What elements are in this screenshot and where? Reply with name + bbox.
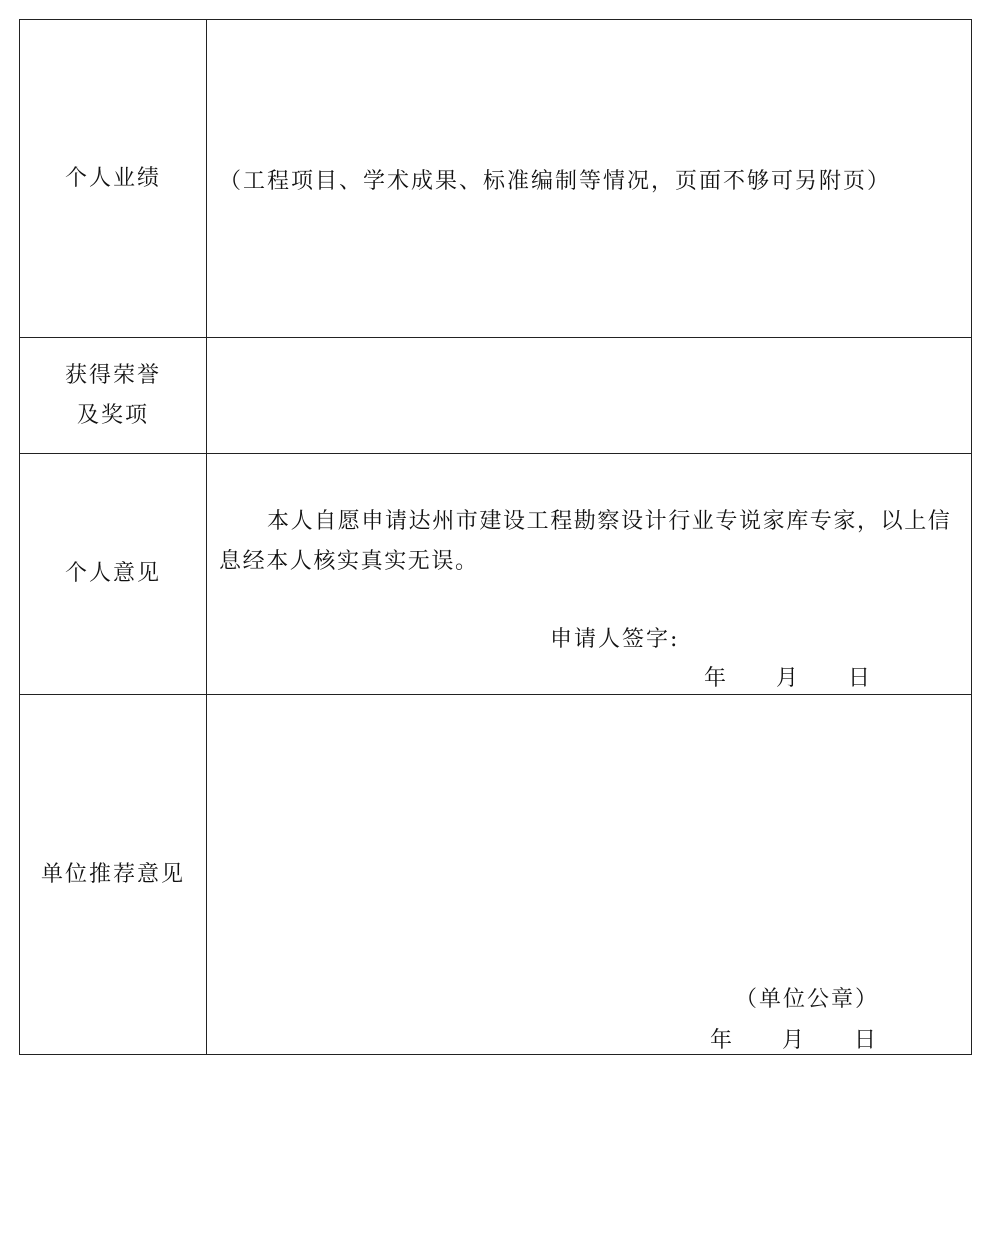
unit-seal-label: （单位公章） <box>735 987 880 1012</box>
unit-recommendation-label: 单位推荐意见 <box>40 861 185 887</box>
unit-date-day: 日 <box>854 1028 877 1053</box>
honors-row <box>20 338 972 454</box>
honors-label-line2: 及奖项 <box>76 402 149 428</box>
unit-date-line <box>710 1023 926 1054</box>
personal-opinion-label-cell <box>20 454 207 695</box>
achievements-label: 个人业绩 <box>64 165 161 191</box>
personal-date-year: 年 <box>704 666 727 691</box>
personal-opinion-content-cell[interactable] <box>207 454 972 695</box>
unit-date-month: 月 <box>782 1028 805 1053</box>
honors-label-line1: 获得荣誉 <box>64 362 161 388</box>
unit-recommendation-content-cell[interactable] <box>207 695 972 1055</box>
achievements-label-cell <box>20 20 207 338</box>
personal-opinion-row <box>20 454 972 695</box>
achievements-content-cell[interactable] <box>207 20 972 338</box>
personal-opinion-label: 个人意见 <box>64 561 161 586</box>
unit-recommendation-label-cell <box>20 695 207 1055</box>
achievements-note: （工程项目、学术成果、标准编制等情况，页面不够可另附页） <box>219 169 892 194</box>
honors-label-cell <box>20 338 207 454</box>
personal-statement: 本人自愿申请达州市建设工程勘察设计行业专说家库专家，以上信息经本人核实真实无误。 <box>219 509 952 574</box>
unit-recommendation-row <box>20 695 972 1055</box>
personal-date-day: 日 <box>848 666 871 691</box>
signature-label: 申请人签字: <box>550 627 680 652</box>
honors-content-cell[interactable] <box>207 338 972 454</box>
achievements-row <box>20 20 972 338</box>
personal-date-line <box>704 661 920 692</box>
unit-date-year: 年 <box>710 1028 733 1053</box>
application-form-table <box>19 19 972 1055</box>
personal-date-month: 月 <box>776 666 799 691</box>
